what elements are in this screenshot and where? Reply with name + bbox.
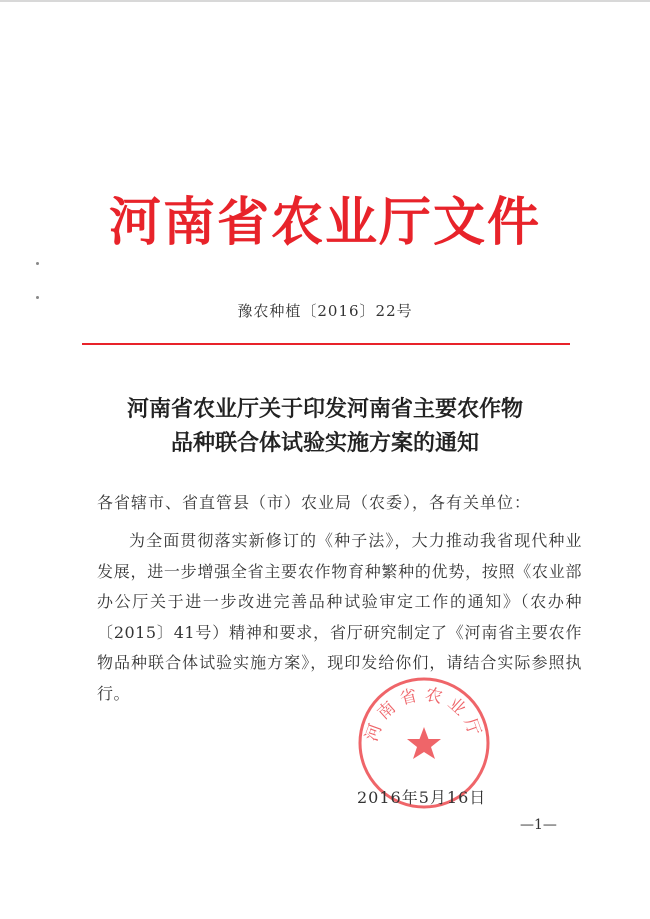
scan-speck [36,262,39,265]
document-header-title: 河南省农业厅文件 [108,193,541,253]
body-paragraph: 为全面贯彻落实新修订的《种子法》，大力推动我省现代种业发展，进一步增强全省主要农作物育种繁种的优势，按照《农业部办公厅关于进一步改进完善品种试验审定工作的通知》（农办种〔2015〕41号）精神和要求，省厅研究制定了《河南省主要农作物品种联合体试验实施方案》，现印发给你们，请结合实际参照执行。 [97,531,582,703]
notice-title [0,392,650,460]
seal-text: 河南省农业厅 [361,684,487,745]
notice-title-line2: 品种联合体试验实施方案的通知 [170,430,479,456]
red-divider [82,343,570,345]
page-top-edge [0,0,650,2]
addressee: 各省辖市、省直管县（市）农业局（农委），各有关单位： [97,493,532,512]
notice-title-line1: 河南省农业厅关于印发河南省主要农作物 [126,396,523,422]
page-number: —1— [520,817,557,833]
document-number: 豫农种植〔2016〕22号 [237,302,413,320]
scan-speck [36,296,39,299]
seal-star-icon [407,727,441,759]
issue-date: 2016年5月16日 [357,788,487,807]
